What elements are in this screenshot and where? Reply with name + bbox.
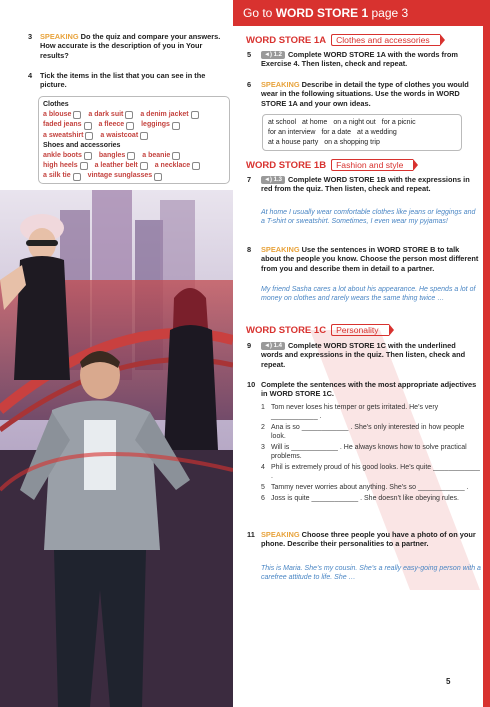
list-item [261, 463, 481, 481]
exercise-instruction: Complete WORD STORE 1C with the underlined words and expressions in the quiz. Then listen, check and repeat. [261, 341, 466, 369]
situation: at home [302, 119, 328, 126]
shoes-heading: Shoes and accessories [43, 141, 121, 149]
checklist-item[interactable] [43, 110, 81, 120]
situation: at a house party [268, 139, 319, 146]
section-tag: Personality [331, 324, 389, 336]
exercise-8 [247, 245, 479, 273]
item-number: 3 [261, 444, 265, 451]
audio-icon[interactable]: ◄) 1.3 [261, 176, 285, 184]
situations-row [268, 128, 456, 138]
checkbox[interactable] [73, 173, 81, 181]
exercise-number: 11 [247, 530, 255, 539]
checkbox[interactable] [126, 122, 134, 130]
list-item [261, 403, 481, 421]
item-label: a waistcoat [100, 131, 139, 139]
audio-icon[interactable]: ◄) 1.2 [261, 51, 285, 59]
situation: at school [268, 119, 297, 126]
checklist-item[interactable] [142, 151, 180, 161]
exercise-10 [247, 380, 479, 399]
checklist-row [43, 110, 225, 120]
checkbox[interactable] [191, 111, 199, 119]
audio-track: 1.4 [273, 343, 282, 349]
exercise-instruction: Use the sentences in WORD STORE B to talk about the people you know. Choose the person most different from you and describe them in detail to a partner. [261, 245, 479, 273]
checkbox[interactable] [73, 111, 81, 119]
checklist-row [43, 131, 225, 141]
item-number: 1 [261, 404, 265, 411]
exercise-number: 10 [247, 380, 256, 389]
speaking-label: SPEAKING [261, 530, 300, 539]
checkbox[interactable] [80, 162, 88, 170]
item-label: high heels [43, 162, 78, 170]
checklist-item[interactable] [88, 110, 133, 120]
exercise-instruction: Choose three people you have a photo of on your phone. Describe their personalities to a partner. [261, 530, 476, 549]
situation: for a date [321, 129, 352, 136]
speaking-label: SPEAKING [261, 245, 300, 254]
list-item [261, 423, 481, 441]
left-column [0, 0, 233, 707]
word-store-1c-heading [246, 324, 389, 336]
item-text: Will is ____________ . He always knows how to solve practical problems. [271, 444, 467, 460]
checkbox[interactable] [172, 122, 180, 130]
checklist-item[interactable] [100, 131, 148, 141]
item-label: a sweatshirt [43, 131, 84, 139]
checklist-item[interactable] [43, 171, 81, 181]
exercise-instruction: Tick the items in the list that you can see in the picture. [40, 71, 206, 90]
clothes-heading: Clothes [43, 101, 69, 108]
checklist-row [43, 161, 225, 171]
item-text: Tom never loses his temper or gets irritated. He’s very ____________ . [271, 404, 439, 420]
item-label: a fleece [98, 121, 125, 129]
checklist-item[interactable] [98, 120, 134, 130]
exercise-7-example: At home I usually wear comfortable clothes like jeans or leggings and a T-shirt or sweatshirt. Sometimes, I even wear my pyjamas! [261, 209, 476, 226]
item-text: Phil is extremely proud of his good looks. He’s quite ____________ . [271, 464, 480, 480]
checkbox[interactable] [172, 152, 180, 160]
exercise-number: 8 [247, 245, 252, 254]
exercise-number: 3 [28, 32, 33, 41]
checklist-row [43, 151, 225, 161]
item-label: a denim jacket [140, 111, 189, 119]
clothes-checklist [38, 96, 230, 184]
checkbox[interactable] [84, 122, 92, 130]
item-label: ankle boots [43, 152, 82, 160]
item-text: Joss is quite ____________ . She doesn’t like obeying rules. [271, 495, 459, 502]
situations-row [268, 118, 456, 128]
item-label: a dark suit [88, 111, 124, 119]
exercise-number: 5 [247, 50, 252, 59]
checkbox[interactable] [140, 132, 148, 140]
exercise-number: 6 [247, 80, 252, 89]
exercise-3 [28, 32, 228, 60]
item-label: bangles [98, 152, 126, 160]
item-label: a necklace [154, 162, 191, 170]
checklist-item[interactable] [99, 151, 135, 161]
item-label: a silk tie [43, 172, 71, 180]
exercise-6 [247, 80, 479, 108]
checkbox[interactable] [84, 152, 92, 160]
checklist-item[interactable] [43, 131, 93, 141]
audio-track: 1.3 [273, 177, 282, 183]
section-tag: Clothes and accessories [331, 34, 440, 46]
list-item [261, 483, 481, 492]
checkbox[interactable] [85, 132, 93, 140]
exercise-4 [28, 71, 228, 90]
banner-bold: WORD STORE 1 [275, 6, 369, 20]
item-number: 4 [261, 464, 265, 471]
fashion-photo [0, 190, 233, 707]
item-label: faded jeans [43, 121, 82, 129]
checkbox[interactable] [125, 111, 133, 119]
item-number: 5 [261, 484, 265, 491]
item-number: 2 [261, 424, 265, 431]
banner-prefix: Go to [243, 6, 276, 20]
exercise-8-example: My friend Sasha cares a lot about his appearance. He spends a lot of money on clothes and rarely wears the same thing twice … [261, 286, 476, 303]
checklist-row [43, 120, 225, 130]
word-store-banner[interactable] [233, 0, 490, 26]
situation: on a night out [333, 119, 376, 126]
section-title: WORD STORE 1A [246, 34, 327, 46]
situation: for an interview [268, 129, 316, 136]
section-title: WORD STORE 1B [246, 159, 327, 171]
item-label: a beanie [142, 152, 171, 160]
situation: for a picnic [381, 119, 416, 126]
exercise-11 [247, 530, 479, 549]
section-title: WORD STORE 1C [246, 324, 327, 336]
checkbox[interactable] [127, 152, 135, 160]
section-tag: Fashion and style [331, 159, 413, 171]
checkbox[interactable] [154, 173, 162, 181]
exercise-number: 4 [28, 71, 33, 80]
exercise-7 [247, 175, 479, 194]
situations-box [262, 114, 462, 151]
item-label: a leather belt [94, 162, 138, 170]
checklist-item[interactable] [141, 120, 180, 130]
page-number: 5 [446, 677, 451, 686]
checkbox[interactable] [140, 162, 148, 170]
exercise-11-example: This is Maria. She’s my cousin. She’s a really easy-going person with a carefree attitude to life. She … [261, 565, 481, 582]
checklist-item[interactable] [43, 151, 92, 161]
checklist-item[interactable] [43, 120, 92, 130]
checklist-item[interactable] [88, 171, 163, 181]
checkbox[interactable] [192, 162, 200, 170]
situation: on a shopping trip [324, 139, 380, 146]
audio-track: 1.2 [273, 52, 282, 58]
checklist-item[interactable] [140, 110, 198, 120]
exercise-9 [247, 341, 479, 369]
item-label: a blouse [43, 111, 72, 119]
checklist-item[interactable] [95, 161, 148, 171]
exercise-instruction: Complete WORD STORE 1A with the words from Exercise 4. Then listen, check and repeat. [261, 50, 458, 69]
exercise-instruction: Do the quiz and compare your answers. How accurate is the description of you in Your results? [40, 32, 221, 60]
exercise-10-items [261, 403, 481, 505]
item-label: vintage sunglasses [87, 172, 153, 180]
exercise-instruction: Describe in detail the type of clothes you would wear in the following situations. Use the words in WORD STORE 1A and your own ideas. [261, 80, 469, 108]
exercise-number: 7 [247, 175, 252, 184]
item-number: 6 [261, 495, 265, 502]
item-text: Tammy never worries about anything. She’s so ____________ . [271, 484, 469, 491]
speaking-label: SPEAKING [261, 80, 300, 89]
situation: at a wedding [357, 129, 397, 136]
banner-suffix: page 3 [368, 6, 409, 20]
checklist-item[interactable] [155, 161, 200, 171]
checklist-item[interactable] [43, 161, 88, 171]
speaking-label: SPEAKING [40, 32, 79, 41]
list-item [261, 494, 481, 503]
exercise-number: 9 [247, 341, 252, 350]
exercise-5 [247, 50, 479, 69]
list-item [261, 443, 481, 461]
exercise-instruction: Complete WORD STORE 1B with the expressions in red from the quiz. Then listen, check and repeat. [261, 175, 470, 194]
item-text: Ana is so ____________ . She’s only interested in how people look. [271, 424, 465, 440]
exercise-instruction: Complete the sentences with the most appropriate adjectives in WORD STORE 1C. [261, 380, 477, 399]
word-store-1a-heading [246, 34, 440, 46]
audio-icon[interactable]: ◄) 1.4 [261, 342, 285, 350]
item-label: leggings [141, 121, 170, 129]
word-store-1b-heading [246, 159, 413, 171]
situations-row [268, 138, 456, 148]
checklist-row [43, 171, 225, 181]
